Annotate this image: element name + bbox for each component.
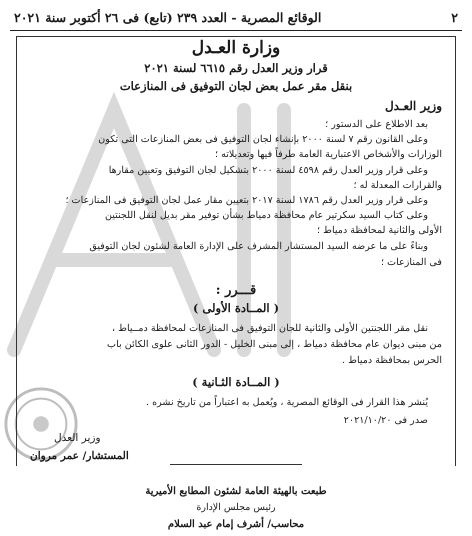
- signature-title: وزير العدل: [54, 432, 101, 444]
- chairman-title: رئيس مجلس الإدارة: [196, 502, 276, 513]
- ministry-name: وزارة العـدل: [191, 38, 281, 58]
- preamble-line: وعلى القانون رقم ٧ لسنة ٢٠٠٠ بإنشاء لجان التوفيق فى بعض المنازعات التى تكون: [98, 134, 428, 145]
- article-2-line: يُنشر هذا القرار فى الوقائع المصرية ، ويُعمل به اعتباراً من تاريخ نشره .: [145, 397, 428, 408]
- article-1-line: من مبنى ديوان عام محافظة دمياط ، إلى مبنى الخليل - الدور الثانى علوى الكائن باب: [107, 339, 442, 350]
- header-divider: [10, 30, 462, 31]
- preamble-line: بعد الاطلاع على الدستور ؛: [325, 119, 428, 130]
- preamble-line: وعلى قرار وزير العدل رقم ١٧٨٦ لسنة ٢٠١٧ بتعيين مقار عمل لجان التوفيق فى المنازعات ؛: [65, 195, 428, 206]
- preamble-line: والقرارات المعدلة له ؛: [353, 180, 442, 191]
- issue-date: صدر فى ٢٠٢١/١٠/٢٠: [343, 415, 428, 426]
- preamble-line: فى المنازعات ؛: [381, 257, 442, 268]
- preamble-line: وعلى كتاب السيد سكرتير عام محافظة دمياط بشأن توفير مقر بديل لنقل اللجنتين: [104, 210, 428, 221]
- minister-title: وزير العـدل: [384, 99, 442, 113]
- decree-title: قرار وزير العدل رقم ٦٦١٥ لسنة ٢٠٢١: [144, 61, 328, 75]
- article-1-line: الحرس بمحافظة دمياط .: [341, 355, 442, 366]
- article-2-heading: ( المــادة الثـانية ): [192, 375, 280, 389]
- printer-credit: طبعت بالهيئة العامة لشئون المطابع الأميرية: [145, 486, 327, 497]
- issue-info: الوقائع المصرية - العدد ٢٣٩ (تابع) فى ٢٦ أكتوبر سنة ٢٠٢١: [14, 9, 322, 25]
- preamble-line: وعلى قرار وزير العدل رقم ٤٥٩٨ لسنة ٢٠٠٠ بتشكيل لجان التوفيق وتعيين مقارها: [108, 165, 428, 176]
- signature-name: المستشار/ عمر مروان: [30, 450, 129, 462]
- accountant-name: محاسب/ أشرف إمام عبد السلام: [167, 519, 305, 530]
- decree-subject: بنقل مقر عمل بعض لجان التوفيق فى المنازعات: [119, 79, 353, 93]
- article-1-heading: ( المــادة الأولى ): [192, 301, 280, 315]
- preamble-line: وبناءً على ما عرضه السيد المستشار المشرف على الإدارة العامة لشئون لجان التوفيق: [89, 241, 428, 252]
- decision-heading: قـــرر :: [215, 283, 257, 298]
- page-header: [14, 6, 458, 28]
- preamble-line: الأولى والثانية لمحافظة دمياط ؛: [317, 225, 442, 236]
- page-number: ٢: [451, 9, 458, 25]
- preamble-line: الوزارات والأشخاص الاعتبارية العامة طرفاً فيها وتعديلاته ؛: [215, 149, 442, 160]
- footer-divider: [170, 464, 302, 465]
- article-1-line: نقل مقر اللجنتين الأولى والثانية للجان التوفيق فى المنازعات لمحافظة دمــياط ،: [111, 323, 428, 334]
